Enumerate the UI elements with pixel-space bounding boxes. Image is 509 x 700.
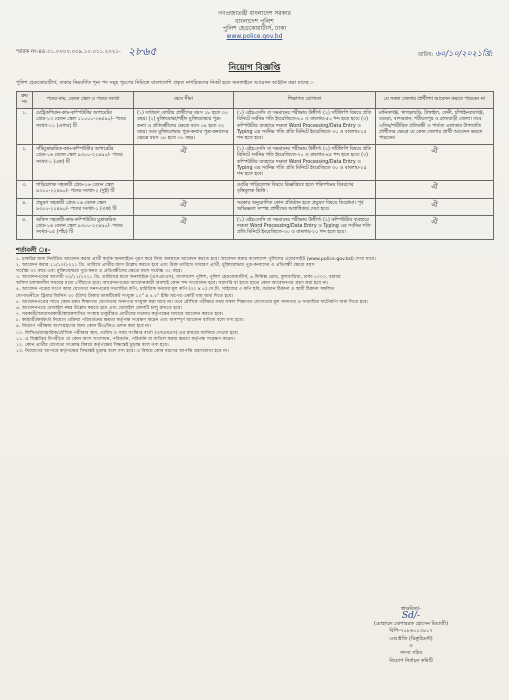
condition-item: ৩. আবেদনপত্রের আগামী ৩০/১১/২০২১ খ্রি. তারিখের মধ্যে অনলাইনে (এসএমএস), বাংলাদেশ পুলিশ, পুলিশ হেডকোয়ার্টার্স, ৬ ফিনিক্স রোড, ফুলবাড়িয়া, ঢাকা-১০০০, বরাবর: [16, 275, 341, 281]
letterhead-line: বাংলাদেশ পুলিশ: [235, 17, 274, 25]
row-number: ২.: [17, 145, 33, 181]
condition-item: সর্বোচ্চ ৩০ বছর এবং মুক্তিযোদ্ধার পুত্র-কন্যা ও প্রতিবন্ধীদের ক্ষেত্রে বয়স সর্বোচ্চ ৩২ বছর।: [16, 268, 183, 274]
conditions-list: [16, 257, 493, 356]
age-limit: ঐ: [134, 145, 234, 181]
post-details: অফিস সহকারী-কাম-কম্পিউটার মুদ্রাক্ষরিক গ্রেড-১৬ বেতন স্কেল ৯৩০০-২২৪৯০/- পদের সংখ্যা-০৫ (পাঁচ) টি: [33, 216, 134, 240]
date-label: তারিখ:: [417, 52, 434, 59]
condition-item: ১১. এ বিজ্ঞপ্তির বিপরীতে যে কোন অংশ সংশোধন, পরিবর্তন, পরিবর্ধন বা বাতিল করার ক্ষমতা কর্তৃপক্ষ সংরক্ষণ করেন।: [16, 336, 235, 342]
posts-table: [16, 91, 494, 240]
excluded-districts: ঐ: [376, 145, 494, 181]
website-link[interactable]: www.police.gov.bd: [226, 32, 283, 40]
signature-block: [351, 606, 471, 665]
signatory-designation: এআইজি (রিক্রুটমেন্ট): [389, 635, 433, 642]
row-number: ১.: [17, 109, 33, 145]
condition-item: ১০. লিখিত/ব্যবহারিক/মৌখিক পরীক্ষার স্থান, তারিখ ও সময় সংক্ষিপ্ত বার্তা (এসএমএস) এর মাধ্যমে জানিয়ে দেওয়া হবে।: [16, 330, 239, 336]
row-number: ৫.: [17, 216, 33, 240]
conditions-title: শর্তাবলী ঃ-: [16, 245, 51, 254]
condition-item: ১. চাকরির জন্য নির্ধারিত আবেদন করার প্রার্থী কর্তৃক অনলাইনে পূরণ করে নিজ অবস্থানে আবেদন করতে হবে। আবেদন করার বাংলাদেশ পুলিশের ওয়েবসাইট (www.police.gov.bd) দেখা যাবে।: [16, 256, 376, 262]
column-header: পদের নাম, বেতন স্কেল ও পদের সংখ্যা: [33, 91, 134, 108]
age-limit: ঐ: [134, 198, 234, 215]
condition-item: ২. আবেদন করার ২১/১০/২০২১ খ্রি. তারিখে প্রার্থীর বয়স উল্লেখ করতে হবে এবং উক্ত তারিখে সাধারণ প্রার্থী, মুক্তিযোদ্ধার পুত্র-কন্যাদের ও প্রতিবন্ধী ক্ষেত্রে বয়স: [16, 262, 315, 268]
age-limit: ঐ: [134, 216, 234, 240]
reference-row: [16, 44, 493, 60]
table-row: [17, 145, 494, 181]
condition-item: ৯. নিয়োগ পরীক্ষায় অংশগ্রহণের জন্য কোন টিএ/ডিএ প্রদান করা হবে না।: [16, 324, 151, 330]
signatory-id: বিপি-৭০৮৬০০৩৯১৭: [389, 628, 433, 635]
excluded-districts: ঐ: [376, 216, 494, 240]
signatory-name: (মোহাম্মদ মোশাররফ হোসেন মিয়াজী): [373, 620, 449, 627]
notice-title: নিয়োগ বিজ্ঞপ্তি: [228, 63, 281, 74]
excluded-districts: ঐ: [376, 198, 494, 215]
post-details: গাড়িচালক সহকারী গ্রেড-১৬ বেতন স্কেল ৯৩০০-২২৪৯০/- পদের সংখ্যা-২ (দুই) টি: [33, 181, 134, 198]
table-row: [17, 181, 494, 198]
condition-item: দোপাতনীতে ট্রিমার জিনিস ৩০ (ত্রিশ) টাকার ডাকটিকেট সংযুক্ত ১০" x ৪.৫" ইঞ্চি মাপের একটি খাম জমা দিতে হবে।: [16, 293, 234, 299]
post-details: সাঁটমুদ্রাক্ষরিক-কাম-কম্পিউটার অপারেটর গ্রেড-১৬ বেতন স্কেল ৯৩০০-২২৪৯০/- পদের সংখ্যা-১ (এক) টি: [33, 145, 134, 181]
table-row: [17, 216, 494, 240]
table-row: [17, 198, 494, 215]
condition-item: ৪. আবেদন পত্রের সংগে কাম্য যোগ্যতা সনদপত্রের সত্যায়িত কপি, চারিত্রিক সনদের মূল কপি (৩০ x ৫) সে.মি. সাইজের ৩ কপি ছবি, বর্তমান ঠিকানা ও স্থায়ী ঠিকানা সম্বলিত: [16, 287, 335, 293]
letterhead: [16, 10, 493, 40]
post-details: মেট্রিকশিয়ান-কাম-কম্পিউটার অপারেটর গ্রেড-১৩ বেতন স্কেল ১১০০০-২৬৫৯০/- পদের সংখ্যা-১১ (এগার) টি: [33, 109, 134, 145]
column-header: ক্রম নং: [17, 91, 33, 108]
condition-item: ৬. আবেদনপত্রে মোবাইল নম্বর উল্লেখ করতে হবে এবং মোবাইল ফোনটি চালু রাখতে হবে।: [16, 305, 182, 311]
excluded-districts: মানিকগঞ্জ, খাগড়াছড়ি, টাঙ্গাইল, ফেনী, চাঁপাইনবাবগঞ্জ, বগুড়া, বান্দরবান, শরীয়তপুর ও রাজবাড়ী জেলা। তবে এতিম/শারীরিক প্রতিবন্ধী ও পার্বত্য এলাকার উপজাতি প্রার্থীদের ক্ষেত্রে যে কোন জেলার প্রার্থী আবেদন করতে পারবেন।: [376, 109, 494, 145]
table-header-row: [17, 91, 494, 108]
reference-number: স্মারক নং-৪৪.০১.০০০০.০০৯.১০.০১১.২০২১-: [16, 49, 121, 56]
qualification: (১) এইচএসসি বা সমমানের পরীক্ষায় উত্তীর্ণ। (২) সাঁটলিপি বিষয়ে প্রতি মিনিটে সর্বনিম্ন গতি ইংরেজিতে-৮০ ও বাংলায়-৫০ শব্দ হতে হবে। (৩) কম্পিউটার ব্যবহারে দক্ষতা Word Processing/Data Entry ও Typing এর সর্বনিম্ন গতি প্রতি মিনিটে ইংরেজিতে ৩০ ও বাংলায়-২৫ শব্দ হতে হবে।: [234, 109, 376, 145]
condition-item: ১২. কোন প্রার্থীর যোগ্যতা সংক্রান্ত বিষয়ে কর্তৃপক্ষের সিদ্ধান্তই চূড়ান্ত বলে গণ্য হবে।: [16, 342, 169, 348]
row-number: ৪.: [17, 198, 33, 215]
post-details: প্রমুদ্রণ সহকারী গ্রেড-১৬ বেতন স্কেল ৯৩০০-২২৪৯০/- পদের সংখ্যা-১ (এক) টি: [33, 198, 134, 215]
handwritten-reference: ২৮৬৫: [128, 45, 157, 59]
column-header: যে সকল জেলার প্রার্থীগণ আবেদন করতে পারবেন না: [376, 91, 494, 108]
intro-text: পুলিশ হেডকোয়ার্টার্স, ঢাকার নিম্নবর্ণিত শূন্য পদ সমূহ পূরণের নিমিত্তে বাংলাদেশি প্রকৃত নাগরিকদের নিকট হতে অনলাইনে আবেদন আহ্বান করা যাচ্ছে :-: [16, 80, 314, 87]
condition-item: ৭. সরকারী/আধাসরকারী/স্বায়ত্তশাসিত সংস্থায় চাকুরীরত প্রার্থীদের যথাযথ কর্তৃপক্ষের মাধ্যমে আবেদন করতে হবে।: [16, 312, 224, 318]
qualification: মোটর গাড়িচালক বিষয়ে বিজ্ঞপ্তিতে হতে পরিদর্শনের বিবরণের বৃত্তিমূলক ভিত্তি :: [234, 181, 376, 198]
condition-item: অফিস চলাকালীন সময়ের মধ্যে পৌঁছাতে হবে। আবেদনপত্রের আবেদনকারী অবশ্যই কোন শব্দ সংযোজন হবে। সরাসরি বা হাতে হাতে কোন আবেদনপত্র গ্রহণ করা হবে না।: [16, 281, 329, 287]
letterhead-line: গণপ্রজাতন্ত্রী বাংলাদেশ সরকার: [218, 10, 291, 17]
issue-date: [418, 48, 493, 61]
date-value: ৬০/১০/২০২১খ্রি:: [435, 49, 493, 59]
column-header: শিক্ষাগত যোগ্যতা: [234, 91, 376, 108]
letterhead-line: পুলিশ হেডকোয়ার্টার্স, ঢাকা: [222, 25, 287, 33]
row-number: ৩.: [17, 181, 33, 198]
qualification: (১) এইচএসসি বা সমমানের পরীক্ষায় উত্তীর্ণ। (২) সাঁটলিপি বিষয়ে প্রতি মিনিটে সর্বনিম্ন গতি ইংরেজিতে-৭০ ও বাংলায়-৪৫ শব্দ হতে হবে। (৩) কম্পিউটার ব্যবহারে দক্ষতা Word Processing/Data Entry ও Typing এর সর্বনিম্ন গতি প্রতি মিনিটে ইংরেজিতে ৩০ ও বাংলায়-২৫ শব্দ হতে হবে।: [234, 145, 376, 181]
condition-item: ৫. আবেদনপত্রের সাথে কোন রকম শিক্ষাগত যোগ্যতার সনদপত্র সংযুক্ত করা যাবে না। তবে মৌখিক পরীক্ষার সময় সকল শিক্ষাগত যোগ্যতার মূল সনদপত্র ও সত্যায়িত ফটোকপি জমা দিতে হবে।: [16, 299, 369, 305]
signature: Sd/-: [402, 611, 420, 622]
qualification: (১) এইচএসসি বা সমমানের পরীক্ষায় উত্তীর্ণ। (২) কম্পিউটার ব্যবহারে দক্ষতা Word Processing/Data Entry ও Typing এর সর্বনিম্ন গতি প্রতি মিনিটে ইংরেজিতে-৩০ ও বাংলায়-২০ শব্দ হতে হবে।: [234, 216, 376, 240]
signatory-role: সদস্য সচিব: [399, 650, 423, 657]
age-limit: (১) সাধারণ কোটার প্রার্থীদের বয়স ১৮ হতে ৩০ বছর। (২) মুক্তিযোদ্ধা/শহীদ মুক্তিযোদ্ধার পুত্র-কন্যা ও প্রতিবন্ধীদের ক্ষেত্রে বয়স ১৮ হতে ৩২ বছর। আর মুক্তিযোদ্ধার পুত্র-কন্যার পুত্র-কন্যাদের ক্ষেত্রে বয়স ১৮ হতে ৩০ বছর।: [134, 109, 234, 145]
qualification: সরকার অনুমোদিত কোন প্রতিষ্ঠান হতে প্রমুদ্রণ বিষয়ে ডিপ্লোমা। পূর্ব অভিজ্ঞতা সম্পন্ন প্রার্থীদের অগ্রাধিকার দেয়া হবে।: [234, 198, 376, 215]
table-row: [17, 109, 494, 145]
signature-label: স্বাক্ষরিত/-: [401, 606, 421, 612]
condition-item: ১৩. নিয়োগের ব্যাপারে কর্তৃপক্ষের সিদ্ধান্তই চূড়ান্ত বলে গণ্য হবে। এ বিষয়ে কোন ধরণের আপত্তি গ্রহণযোগ্য হবে না।: [16, 348, 229, 354]
signatory-conjunction: ও: [409, 643, 413, 650]
age-limit: [134, 181, 234, 198]
excluded-districts: ঐ: [376, 181, 494, 198]
column-header: বয়স সীমা: [134, 91, 234, 108]
signatory-committee: নিয়োগ নির্বাচন কমিটি: [389, 657, 433, 664]
condition-item: ৮. কর্মচারী/কর্মকর্তা নিয়োগ প্রক্রিয়া পরিবর্তনের ক্ষমতা কর্তৃপক্ষ সংরক্ষণ করেন এবং অসম্পূর্ণ আবেদন বাতিল বলে গণ্য হবে।: [16, 318, 244, 324]
